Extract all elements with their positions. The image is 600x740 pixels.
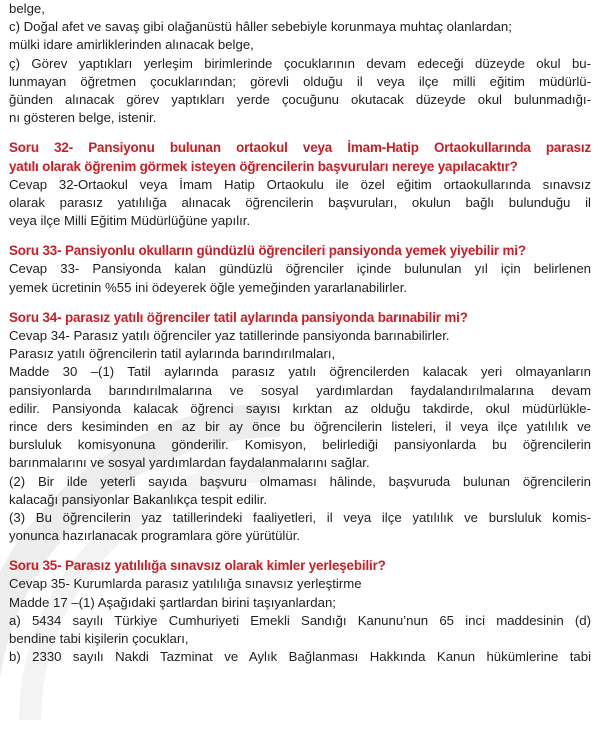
answer-line: Madde 30 –(1) Tatil aylarında parasız yatılı öğrencilerden kalacak yeri olmayanların [9, 364, 591, 380]
body-line: nı gösteren belge, istenir. [9, 110, 157, 126]
question-line: Soru 35- Parasız yatılılığa sınavsız olarak kimler yerleşebilir? [9, 558, 386, 574]
question-line: Soru 34- parasız yatılı öğrenciler tatil aylarında pansiyonda barınabilir mi? [9, 309, 468, 325]
answer-line: Cevap 32-Ortaokul veya İmam Hatip Ortaokulu ile özel eğitim ortaokullarında sınavsız [9, 176, 591, 192]
answer-line: bendine tabi kişilerin çocukları, [9, 631, 189, 646]
body-line: belge, [9, 1, 45, 16]
body-line: c) Doğal afet ve savaş gibi olağanüstü hâller sebebiyle korunmaya muhtaç olanlardan; [9, 19, 512, 35]
question-line: yatılı olarak öğrenim görmek isteyen öğrencilerin başvuruları nereye yapılacaktır? [9, 158, 518, 174]
answer-line: rince ders kesiminden en az bir ay önce bu öğrencilerin listeleri, il veya ilçe yatılılık ve [9, 418, 591, 434]
answer-line: Parasız yatılı öğrencilerin tatil aylarında barındırılmaları, [9, 346, 336, 362]
body-line: ğünden alınacak görev yaptıkları yerde çocuğunu okutacak düzeyde okul bulunmadığı- [9, 91, 591, 107]
answer-line: a) 5434 sayılı Türkiye Cumhuriyeti Emekli Sandığı Kanunu’nun 65 inci maddesinin (d) [9, 612, 591, 628]
question-line: Soru 33- Pansiyonlu okulların gündüzlü öğrencileri pansiyonda yemek yiyebilir mi? [9, 243, 526, 259]
answer-line: Cevap 34- Parasız yatılı öğrenciler yaz tatillerinde pansiyonda barınabilirler. [9, 328, 450, 343]
qa-34 [9, 309, 591, 545]
qa-35 [9, 557, 591, 666]
answer-line: kalacağı pansiyonlar Bakanlıkça tespit edilir. [9, 491, 268, 507]
answer-line: olarak parasız yatılılığa alınacak öğrencilerin başvuruları, okulun bağlı bulunduğu il [9, 194, 591, 210]
qa-32 [9, 139, 591, 230]
answer-line: Madde 17 –(1) Aşağıdaki şartlardan birini taşıyanlardan; [9, 594, 336, 610]
answer-line: bursluluk komisyonuna gönderilir. Komisyon, belirlediği pansiyonlarda bu öğrencilerin [9, 437, 591, 453]
qa-33 [9, 242, 591, 297]
answer-line: yemek ücretinin %55 ini ödeyerek öğle yemeğinden yararlanabilirler. [9, 279, 408, 295]
question-line: Soru 32- Pansiyonu bulunan ortaokul veya İmam-Hatip Ortaokullarında parasız [9, 140, 591, 156]
answer-line: b) 2330 sayılı Nakdi Tazminat ve Aylık Bağlanması Hakkında Kanun hükümlerine tabi [9, 649, 591, 665]
answer-line: Cevap 33- Pansiyonda kalan gündüzlü öğrenciler içinde bulunulan yıl için belirlenen [9, 261, 591, 277]
answer-line: barınmalarını ve sosyal yardımlardan faydalanmalarını sağlar. [9, 455, 370, 471]
intro-block [9, 0, 591, 127]
answer-line: edilir. Pansiyonda kalacak öğrenci sayısı kırktan az olduğu takdirde, okul müdürlükle- [9, 400, 591, 416]
answer-line: Cevap 35- Kurumlarda parasız yatılılığa sınavsız yerleştirme [9, 576, 362, 592]
answer-line: (3) Bu öğrencilerin yaz tatillerindeki faaliyetleri, il veya ilçe yatılılık ve bursluluk komis- [9, 509, 591, 525]
answer-line: veya ilçe Milli Eğitim Müdürlüğüne yapılır. [9, 213, 251, 229]
body-line: lunmayan öğretmen çocuklarından; görevli olduğu il veya ilçe milli eğitim müdürlü- [9, 73, 591, 89]
answer-line: (2) Bir ilde yeterli sayıda başvuru olmaması hâlinde, başvuruda bulunan öğrencilerin [9, 473, 591, 489]
document-page [9, 0, 591, 666]
body-line: mülki idare amirliklerinden alınacak belge, [9, 37, 254, 53]
body-line: ç) Görev yaptıkları yerleşim birimlerinde çocuklarının devam edeceği düzeyde okul bu- [9, 55, 591, 71]
answer-line: pansiyonlarda barındırılmalarına ve sosyal yardımlardan faydalandırılmalarına devam [9, 382, 591, 398]
answer-line: yonunca hazırlanacak programlara göre yürütülür. [9, 528, 301, 544]
